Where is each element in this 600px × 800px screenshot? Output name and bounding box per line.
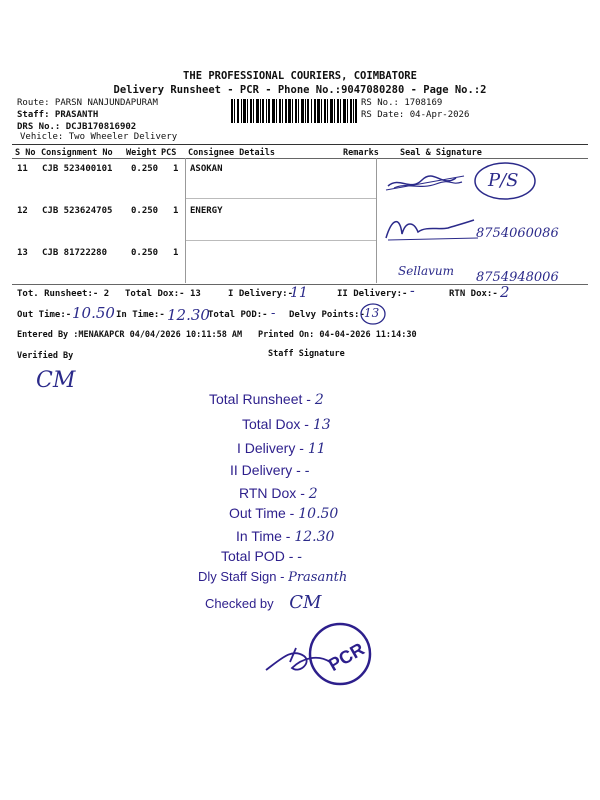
stamp-value: 10.50 bbox=[298, 506, 339, 522]
stamp-label: Total Dox bbox=[242, 416, 301, 432]
total-dox-value: 13 bbox=[190, 289, 201, 299]
company-title: THE PROFESSIONAL COURIERS, COIMBATORE bbox=[183, 70, 417, 82]
column-divider bbox=[376, 158, 377, 283]
rs-number: RS No.: 1708169 bbox=[361, 98, 443, 108]
runsheet-subtitle: Delivery Runsheet - PCR - Phone No.:9047080280 - Page No.:2 bbox=[113, 84, 487, 96]
stamp-value: - bbox=[297, 549, 302, 565]
row-divider bbox=[186, 198, 376, 199]
row-weight: 0.250 bbox=[131, 248, 159, 258]
drs-number: DRS No.: DCJB170816902 bbox=[17, 122, 137, 132]
row-weight: 0.250 bbox=[131, 164, 159, 174]
barcode bbox=[231, 99, 357, 123]
stamp-value: 2 bbox=[308, 486, 318, 502]
total-pod-label: Total POD:- bbox=[208, 310, 268, 320]
i-delivery-label: I Delivery:- bbox=[228, 289, 294, 299]
stamp-value: Prasanth bbox=[288, 570, 348, 585]
stamp-value: 2 bbox=[314, 392, 324, 408]
in-time-value: 12.30 bbox=[167, 306, 210, 324]
stamp-value: 13 bbox=[312, 417, 331, 433]
header-consignment: Consignment No bbox=[41, 148, 113, 158]
out-time-value: 10.50 bbox=[72, 304, 115, 322]
printed-on: Printed On: 04-04-2026 11:14:30 bbox=[258, 330, 417, 340]
ii-delivery-label: II Delivery:- bbox=[337, 289, 408, 299]
rtn-dox-value: 2 bbox=[500, 283, 510, 301]
staff-name: Staff: PRASANTH bbox=[17, 110, 99, 120]
in-time-label: In Time:- bbox=[116, 310, 165, 320]
signature-name: Sellavum bbox=[398, 264, 455, 278]
table-top-rule bbox=[12, 144, 588, 145]
row-consignment: CJB 81722280 bbox=[42, 248, 108, 258]
row-sno: 12 bbox=[17, 206, 28, 216]
row-pcs: 1 bbox=[173, 206, 179, 216]
delvy-points-label: Delvy Points:- bbox=[289, 310, 365, 320]
stamp-label: II Delivery bbox=[230, 462, 293, 478]
seal-text: PCR bbox=[324, 638, 368, 676]
stamp-label: Out Time bbox=[229, 505, 286, 521]
total-pod-value: - bbox=[271, 306, 276, 321]
stamp-value: 12.30 bbox=[294, 529, 335, 545]
stamp-label: Dly Staff Sign bbox=[198, 569, 277, 584]
i-delivery-value: 11 bbox=[290, 285, 308, 301]
staff-signature-label: Staff Signature bbox=[268, 349, 345, 359]
header-pcs: PCS bbox=[161, 148, 177, 158]
header-remarks: Remarks bbox=[343, 148, 379, 158]
stamp-label: Total POD bbox=[221, 548, 285, 564]
vehicle: Vehicle: Two Wheeler Delivery bbox=[20, 132, 178, 142]
stamp-label: I Delivery bbox=[237, 440, 296, 456]
row-consignment: CJB 523624705 bbox=[42, 206, 113, 216]
header-weight: Weight bbox=[126, 148, 157, 158]
row-sno: 11 bbox=[17, 164, 28, 174]
row-consignee: ASOKAN bbox=[190, 164, 223, 174]
rs-date: RS Date: 04-Apr-2026 bbox=[361, 110, 470, 120]
ii-delivery-value: - bbox=[410, 283, 415, 299]
phone-note: 8754948006 bbox=[476, 270, 559, 285]
ps-signature: P/S bbox=[488, 170, 519, 191]
pcr-seal bbox=[262, 618, 382, 698]
out-time-label: Out Time:- bbox=[17, 310, 72, 320]
header-consignee: Consignee Details bbox=[188, 148, 275, 158]
total-dox-label: Total Dox:- bbox=[125, 289, 185, 299]
route: Route: PARSN NANJUNDAPURAM bbox=[17, 98, 158, 108]
signature-scribble bbox=[382, 208, 482, 246]
signature-scribble bbox=[380, 168, 470, 198]
row-pcs: 1 bbox=[173, 248, 179, 258]
row-sno: 13 bbox=[17, 248, 28, 258]
stamp-label: In Time bbox=[236, 528, 282, 544]
stamp-label: RTN Dox bbox=[239, 485, 297, 501]
row-divider bbox=[186, 240, 376, 241]
table-header-rule bbox=[12, 158, 588, 159]
stamp-value: CM bbox=[289, 592, 322, 613]
header-seal: Seal & Signature bbox=[400, 148, 482, 158]
row-pcs: 1 bbox=[173, 164, 179, 174]
column-divider bbox=[185, 158, 186, 283]
entered-by: Entered By :MENAKAPCR 04/04/2026 10:11:58 AM bbox=[17, 330, 243, 340]
stamp-value: 11 bbox=[307, 441, 326, 457]
stamp-label: Total Runsheet bbox=[209, 391, 303, 407]
row-weight: 0.250 bbox=[131, 206, 159, 216]
tot-runsheet: Tot. Runsheet:- 2 bbox=[17, 289, 110, 299]
row-consignee: ENERGY bbox=[190, 206, 223, 216]
stamp-label: Checked by bbox=[205, 596, 274, 611]
rtn-dox-label: RTN Dox:- bbox=[449, 289, 498, 299]
header-sno: S No bbox=[15, 148, 36, 158]
verified-signature: CM bbox=[36, 368, 76, 393]
verified-by: Verified By bbox=[17, 351, 74, 361]
stamp-value: - bbox=[304, 463, 310, 479]
phone-note: 8754060086 bbox=[476, 226, 559, 241]
delvy-points-value: 13 bbox=[364, 306, 380, 320]
row-consignment: CJB 523400101 bbox=[42, 164, 113, 174]
